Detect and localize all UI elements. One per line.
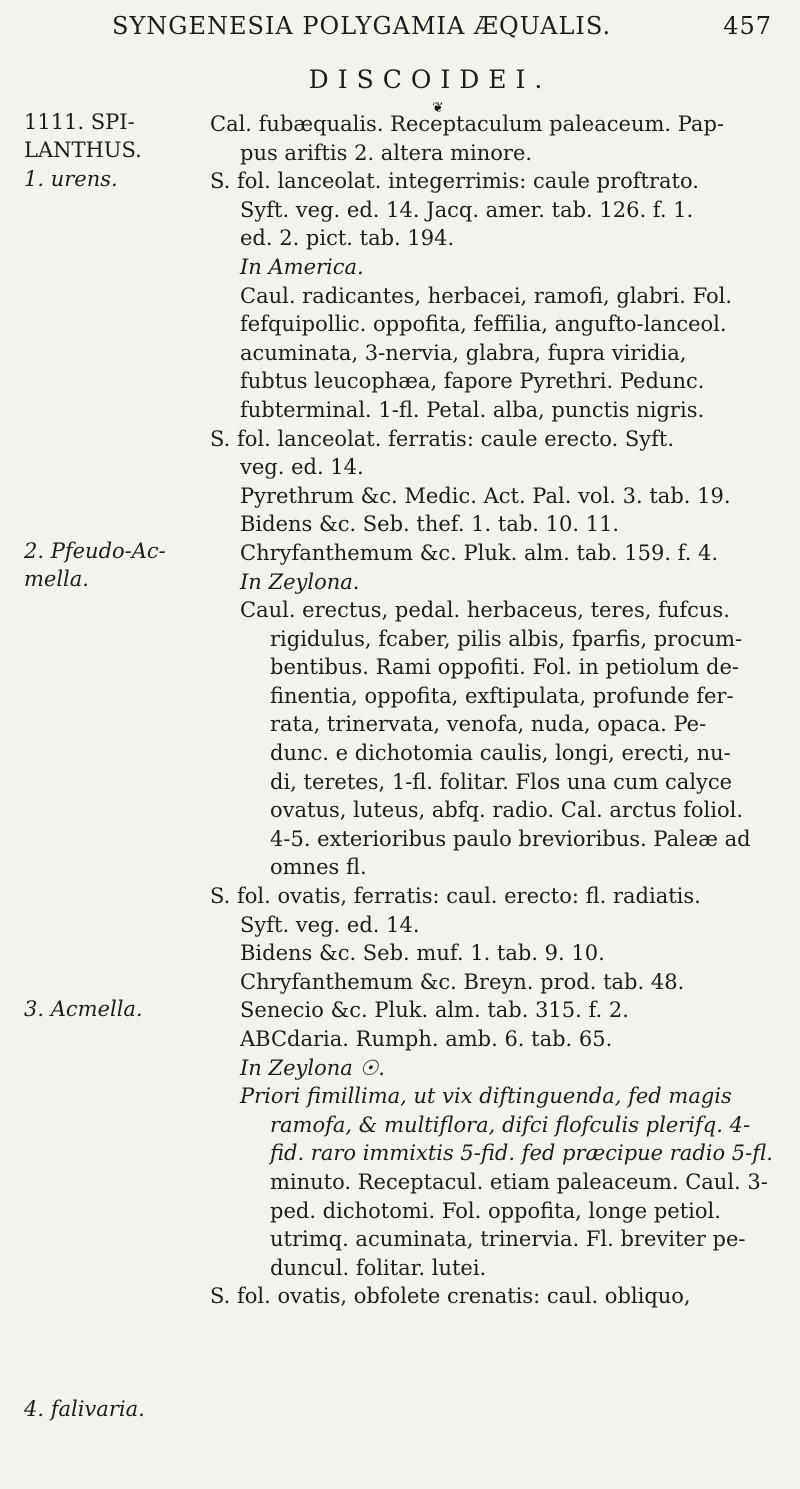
habitat-text: In America. — [240, 254, 364, 279]
running-title: SYNGENESIA POLYGAMIA ÆQUALIS. — [112, 12, 612, 40]
text-line: Caul. erectus, pedal. herbaceus, teres, fufcus. — [240, 598, 730, 623]
note-line — [210, 1082, 780, 1111]
text-line: utrimq. acuminata, trinervia. Fl. breviter pe- — [270, 1227, 746, 1252]
habitat-text: In Zeylona ☉. — [240, 1055, 385, 1080]
text-line: ed. 2. pict. tab. 194. — [240, 226, 455, 251]
page-number: 457 — [723, 12, 772, 40]
habitat-line — [210, 1054, 780, 1083]
species-label-salivaria: 4. falivaria. — [24, 1397, 145, 1421]
text-line: rigidulus, fcaber, pilis albis, fparfis, procum- — [270, 626, 743, 651]
text-line: Bidens &c. Seb. muf. 1. tab. 9. 10. — [240, 941, 605, 966]
habitat-text: In Zeylona. — [240, 569, 360, 594]
habitat-line — [210, 568, 780, 597]
genus-name: LANTHUS. — [24, 138, 142, 162]
text-line: fefquipollic. oppofita, feffilia, angufto-lanceol. — [240, 312, 727, 337]
genus-character-line: pus ariftis 2. altera minore. — [240, 140, 533, 165]
text-line: fubtus leucophæa, fapore Pyrethri. Pedunc. — [240, 369, 705, 394]
text-line: dunc. e dichotomia caulis, longi, erecti, nu- — [270, 741, 731, 766]
section-title: DISCOIDEI. — [308, 65, 552, 94]
text-line: acuminata, 3-nervia, glabra, fupra viridia, — [240, 340, 687, 365]
text-line: Caul. radicantes, herbacei, ramofi, glabri. Fol. — [240, 283, 733, 308]
text-line: ABCdaria. Rumph. amb. 6. tab. 65. — [240, 1027, 613, 1051]
species-label-urens: 1. urens. — [24, 167, 118, 191]
note-line — [210, 1139, 780, 1168]
text-line: ped. dichotomi. Fol. oppofita, longe petiol. — [270, 1198, 721, 1223]
text-line: ovatus, luteus, abfq. radio. Cal. arctus foliol. — [270, 798, 744, 823]
ornament-icon: ❦ — [432, 100, 444, 116]
text-line: veg. ed. 14. — [240, 455, 364, 480]
species-label-acmella: 3. Acmella. — [24, 997, 143, 1021]
text-line: 4-5. exterioribus paulo brevioribus. Paleæ ad — [270, 826, 751, 851]
text-line: minuto. Receptacul. etiam paleaceum. Caul. 3- — [270, 1169, 768, 1194]
text-line: S. fol. lanceolat. integerrimis: caule proftrato. — [210, 169, 699, 194]
text-line: Pyrethrum &c. Medic. Act. Pal. vol. 3. tab. 19. — [240, 483, 731, 508]
note-text: fid. raro immixtis 5-fid. fed præcipue radio 5-fl. — [270, 1141, 773, 1166]
text-line: Chryfanthemum &c. Breyn. prod. tab. 48. — [240, 969, 685, 994]
note-text: Priori fimillima, ut vix diftinguenda, fed magis — [240, 1084, 732, 1109]
text-line: Syft. veg. ed. 14. — [240, 912, 420, 937]
text-line: omnes fl. — [270, 855, 367, 880]
text-line: S. fol. lanceolat. ferratis: caule erecto. Syft. — [210, 426, 675, 451]
text-line: rata, trinervata, venofa, nuda, opaca. Pe- — [270, 712, 707, 737]
genus-character-line: Cal. fubæqualis. Receptaculum paleaceum. Pap- — [210, 112, 724, 136]
text-line: fubterminal. 1-fl. Petal. alba, punctis nigris. — [240, 397, 705, 422]
body-text — [210, 110, 780, 1311]
text-line: bentibus. Rami oppofiti. Fol. in petiolum de- — [270, 655, 739, 680]
text-line: Bidens &c. Seb. thef. 1. tab. 10. 11. — [240, 512, 620, 537]
text-line: S. fol. ovatis, obfolete crenatis: caul. obliquo, — [210, 1284, 691, 1309]
text-line: Syft. veg. ed. 14. Jacq. amer. tab. 126. f. 1. — [240, 197, 694, 222]
species-label-pseudoacmella-1: 2. Pfeudo-Ac- — [24, 539, 166, 563]
text-line: di, teretes, 1-fl. folitar. Flos una cum calyce — [270, 769, 733, 794]
text-line: Senecio &c. Pluk. alm. tab. 315. f. 2. — [240, 998, 629, 1023]
text-line: S. fol. ovatis, ferratis: caul. erecto: fl. radiatis. — [210, 884, 701, 909]
genus-number: 1111. SPI- — [24, 110, 135, 134]
species-label-pseudoacmella-2: mella. — [24, 567, 89, 591]
habitat-line — [210, 253, 780, 282]
note-text: ramofa, & multiflora, difci flofculis plerifq. 4- — [270, 1112, 751, 1137]
text-line: duncul. folitar. lutei. — [270, 1255, 487, 1280]
text-line: Chryfanthemum &c. Pluk. alm. tab. 159. f. 4. — [240, 540, 719, 565]
text-line: finentia, oppofita, exftipulata, profunde fer- — [270, 683, 734, 708]
note-line — [210, 1111, 780, 1140]
